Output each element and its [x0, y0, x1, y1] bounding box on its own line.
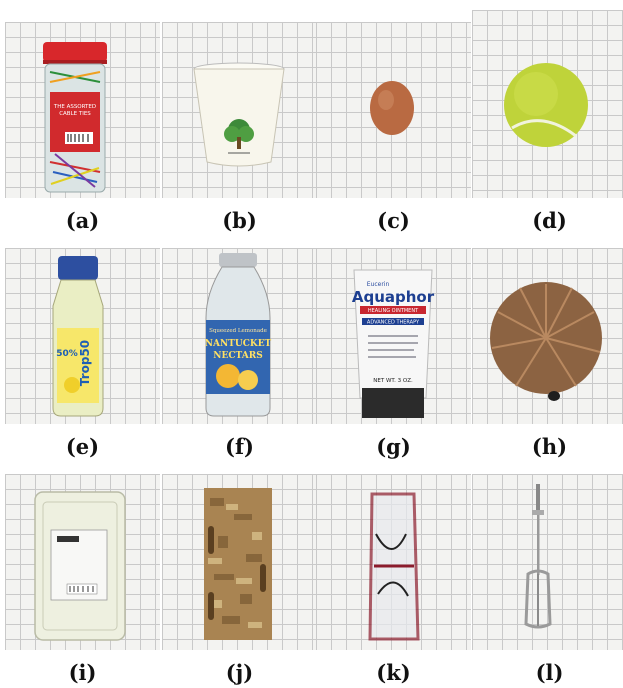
safety-glasses-icon	[316, 474, 471, 650]
caption-j: (j)	[225, 660, 254, 685]
caption-h: (h)	[531, 434, 568, 459]
svg-text:Eucerin: Eucerin	[366, 281, 390, 288]
caption-l: (l)	[535, 660, 564, 685]
svg-text:Aquaphor: Aquaphor	[351, 288, 435, 306]
egg-icon	[316, 22, 471, 198]
photo-a	[5, 22, 160, 198]
photo-k	[316, 474, 471, 650]
svg-text:50%: 50%	[56, 349, 78, 359]
photo-c	[316, 22, 471, 198]
svg-text:HEALING OINTMENT: HEALING OINTMENT	[367, 308, 419, 314]
caption-i: (i)	[68, 660, 97, 685]
svg-text:THE ASSORTED: THE ASSORTED	[53, 104, 97, 110]
photo-e	[5, 248, 160, 424]
caption-e: (e)	[65, 434, 100, 459]
svg-text:NECTARS: NECTARS	[213, 351, 263, 361]
svg-text:NET WT. 3 OZ.: NET WT. 3 OZ.	[373, 378, 413, 384]
caption-a: (a)	[65, 208, 100, 233]
photo-f	[162, 248, 317, 424]
plastic-box-icon	[5, 474, 160, 650]
paper-cup-icon	[162, 22, 317, 198]
svg-text:ADVANCED THERAPY: ADVANCED THERAPY	[366, 319, 420, 326]
juice-bottle-icon	[5, 248, 160, 424]
cable-tie-jar-icon	[5, 22, 160, 198]
caption-d: (d)	[532, 208, 567, 233]
hedgehog-brush-icon	[472, 248, 623, 424]
photo-d	[472, 10, 623, 198]
svg-text:NANTUCKET: NANTUCKET	[204, 339, 272, 349]
photo-b	[162, 22, 317, 198]
tennis-ball-icon	[472, 10, 623, 198]
svg-text:CABLE TIES: CABLE TIES	[59, 111, 91, 117]
photo-j	[162, 474, 317, 650]
svg-text:Squeezed Lemonade: Squeezed Lemonade	[209, 328, 267, 334]
photo-g	[316, 248, 471, 424]
photo-i	[5, 474, 160, 650]
caption-f: (f)	[225, 434, 254, 459]
mixer-beater-icon	[472, 474, 623, 650]
lemonade-bottle-icon	[162, 248, 317, 424]
photo-h	[472, 248, 623, 424]
ointment-tube-icon	[316, 248, 471, 424]
caption-c: (c)	[377, 208, 410, 233]
wood-block-icon	[162, 474, 317, 650]
caption-k: (k)	[376, 660, 411, 685]
caption-g: (g)	[376, 434, 411, 459]
svg-text:Trop50: Trop50	[78, 339, 92, 387]
caption-b: (b)	[222, 208, 257, 233]
photo-l	[472, 474, 623, 650]
